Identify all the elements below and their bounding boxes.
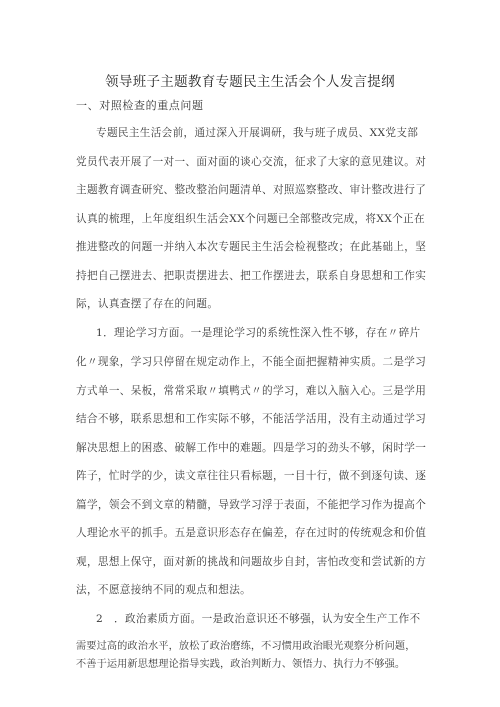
document-title: 领导班子主题教育专题民主生活会个人发言提纲 xyxy=(105,74,395,90)
paragraph-line: 法，不愿意接纳不同的观点和想法。 xyxy=(76,584,252,596)
paragraph-line: 观，思想上保守，面对新的挑战和问题故步自封，害怕改变和尝试新的方 xyxy=(76,556,427,568)
paragraph-line: 专题民主生活会前，通过深入开展调研，我与班子成员、XX党支部 xyxy=(96,127,419,139)
paragraph-line: 1．理论学习方面。一是理论学习的系统性深入性不够，存在〃碎片 xyxy=(96,327,421,339)
paragraph-line: 结合不够，联系思想和工作实际不够，不能活学活用，没有主动通过学习 xyxy=(76,413,427,425)
paragraph-line: 2 ．政治素质方面。一是政治意识还不够强，认为安全生产工作不 xyxy=(96,613,421,625)
paragraph-line: 认真的梳理，上年度组织生活会XX个问题已全部整改完成，将XX个正在 xyxy=(76,213,425,225)
section-heading: 一、对照检查的重点问题 xyxy=(76,99,204,112)
paragraph-line: 不善于运用新思想理论指导实践，政治判断力、领悟力、执行力不够强。 xyxy=(76,659,406,670)
paragraph-line: 推进整改的问题一并纳入本次专题民主生活会检视整改；在此基础上，坚 xyxy=(76,241,427,253)
paragraph-line: 解决思想上的困惑、破解工作中的难题。四是学习的劲头不够，闲时学一 xyxy=(76,442,427,454)
paragraph-line: 阵子，忙时学的少，读文章往往只看标题，一目十行，做不到逐句读、逐 xyxy=(76,470,427,482)
paragraph-line: 需要过高的政治水平，放松了政治磨练，不习惯用政治眼光观察分析问题， xyxy=(76,641,416,652)
paragraph-line: 化〃现象，学习只停留在规定动作上，不能全面把握精神实质。二是学习 xyxy=(76,356,427,368)
paragraph-line: 际，认真查摆了存在的问题。 xyxy=(76,298,219,310)
paragraph-line: 党员代表开展了一对一、面对面的谈心交流，征求了大家的意见建议。对 xyxy=(76,156,427,168)
paragraph-line: 人理论水平的抓手。五是意识形态存在偏差，存在过时的传统观念和价值 xyxy=(76,527,427,539)
paragraph-line: 持把自己摆进去、把职责摆进去、把工作摆进去，联系自身思想和工作实 xyxy=(76,270,427,282)
paragraph-line: 方式单一、呆板，常常采取〃填鸭式〃的学习，难以入脑入心。三是学用 xyxy=(76,385,427,397)
paragraph-line: 篇学，领会不到文章的精髓，导致学习浮于表面，不能把学习作为提高个 xyxy=(76,499,427,511)
paragraph-line: 主题教育调查研究、整改整治问题清单、对照巡察整改、审计整改进行了 xyxy=(76,184,427,196)
